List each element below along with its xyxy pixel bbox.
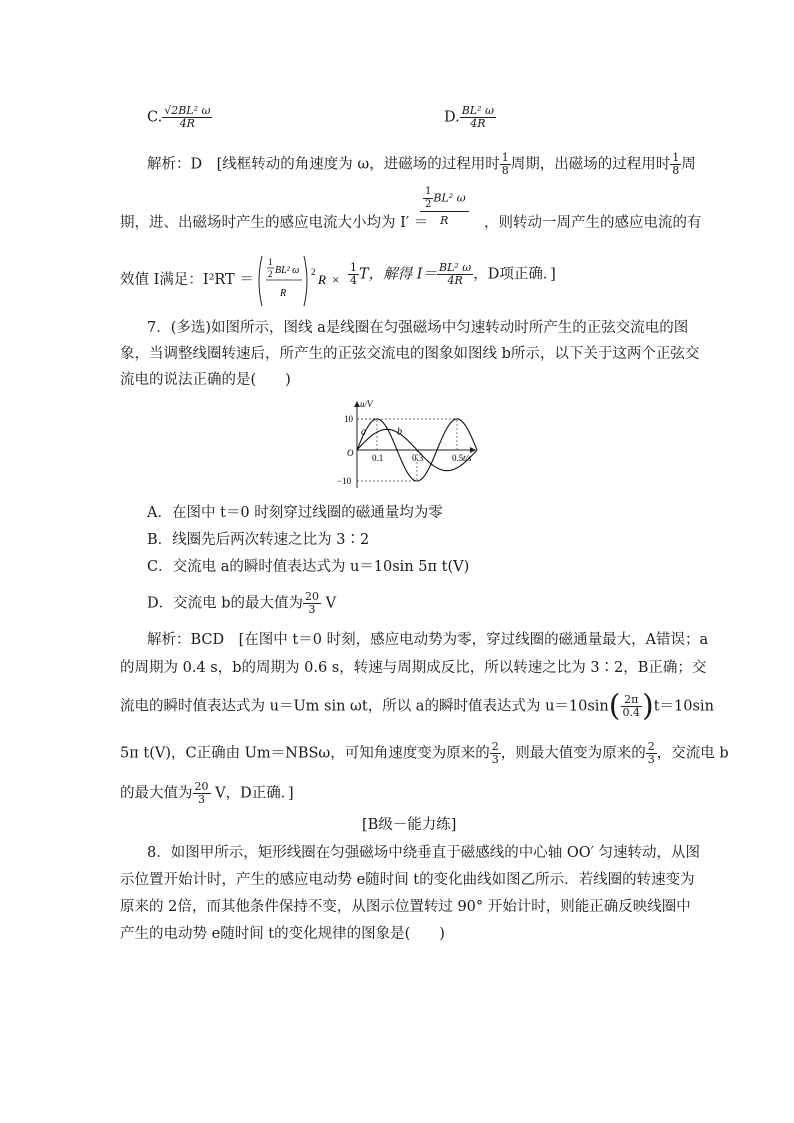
x-tick-label: 0.1 <box>372 453 384 463</box>
svg-text:2: 2 <box>268 269 273 279</box>
series-label-a: a <box>361 426 366 438</box>
y-tick-label: −10 <box>337 476 352 486</box>
question-7-line-2: 象，当调整线圈转速后，所产生的正弦交流电的图象如图线 b所示，以下关于这两个正弦交 <box>120 346 700 362</box>
question-7-line-3: 流电的说法正确的是( ) <box>120 372 291 388</box>
solution-7-line-5: 的最大值为 $\frac{20}{3}$ V，D正确．] <box>120 780 294 806</box>
question-7-option-d: D．交流电 b的最大值为 $\frac{20}{3}$ V <box>147 590 337 616</box>
question-7-option-c: C．交流电 a的瞬时值表达式为 u＝10sin 5π t(V) <box>147 559 470 575</box>
y-tick-label: 10 <box>344 414 353 424</box>
origin-label: O <box>347 448 354 458</box>
svg-text:2: 2 <box>311 267 316 277</box>
svg-text:×: × <box>332 272 340 287</box>
question-8-line-2: 示位置开始计时，产生的感应电动势 e随时间 t的变化曲线如图乙所示．若线圈的转速变为 <box>120 872 695 888</box>
solution-6-line-3: 效值 I满足：I²RT ＝ <box>120 272 254 288</box>
solution-6-current-fraction: $\frac{1}{2}$ BL² ω R <box>420 186 469 227</box>
option-c: C. $\frac{\text{√2BL² ω}}{4R}$ <box>147 104 211 130</box>
solution-7-line-2: 的周期为 0.4 s，b的周期为 0.6 s，转速与周期成反比，所以转速之比为 3∶2，B正确；交 <box>120 660 707 676</box>
solution-6-line-2b: ，则转动一周产生的感应电流的有 <box>484 215 702 231</box>
question-7-option-a: A．在图中 t＝0 时刻穿过线圈的磁通量均为零 <box>147 505 443 521</box>
question-7-line-1: 7．(多选)如图所示，图线 a是线圈在匀强磁场中匀速转动时所产生的正弦交流电的图 <box>147 320 689 336</box>
x-tick-label: 0.3 <box>412 453 424 463</box>
solution-7-line-1: 解析：BCD [在图中 t＝0 时刻，感应电动势为零，穿过线圈的磁通量最大，A错误；a <box>147 632 709 648</box>
svg-text:1: 1 <box>268 257 273 267</box>
solution-7-line-3: 流电的瞬时值表达式为 u＝Um sin ωt，所以 a的瞬时值表达式为 u＝10sin( $\frac{2\pi}{0.4}$ )t＝10sin <box>120 688 714 724</box>
series-label-b: b <box>397 426 402 438</box>
solution-6-line-2: 期，进、出磁场时产生的感应电流大小均为 I′ ＝ <box>120 215 429 231</box>
y-axis-label: u/V <box>360 399 373 409</box>
x-tick-label: 0.5 <box>452 453 464 463</box>
section-heading-b: [B级－能力练] <box>362 817 457 833</box>
svg-text:R: R <box>318 272 326 287</box>
sine-wave-chart <box>335 398 485 493</box>
solution-7-line-4: 5π t(V)，C正确由 Um＝NBSω，可知角速度变为原来的 $\frac{2}{3}$ ，则最大值变为原来的 $\frac{2}{3}$ ，交流电 b <box>120 740 729 766</box>
solution-6-paren-expression <box>256 252 348 310</box>
option-d: D. $\frac{\text{BL² ω}}{4R}$ <box>444 104 494 130</box>
solution-6-line-3b: $\frac{1}{4}$ T，解得 I＝ $\frac{\text{BL² ω}}{4R}$ ，D项正确．] <box>350 261 556 287</box>
question-8-line-4: 产生的电动势 e随时间 t的变化规律的图象是( ) <box>120 926 445 942</box>
question-7-option-b: B．线圈先后两次转速之比为 3∶2 <box>147 532 370 548</box>
question-8-line-3: 原来的 2倍，而其他条件保持不变，从图示位置转过 90° 开始计时，则能正确反映线圈中 <box>120 899 691 915</box>
chart-svg <box>335 398 485 493</box>
svg-text:BL² ω: BL² ω <box>275 265 300 276</box>
svg-text:R: R <box>280 288 287 299</box>
solution-6-line-1: 解析：D [线框转动的角速度为 ω，进磁场的过程用时 $\frac{1}{8}$ 周期，出磁场的过程用时 $\frac{1}{8}$ 周 <box>147 151 696 177</box>
question-8-line-1: 8．如图甲所示，矩形线圈在匀强磁场中绕垂直于磁感线的中心轴 OO′ 匀速转动，从图 <box>147 845 701 861</box>
x-axis-label: t/s <box>463 453 472 463</box>
